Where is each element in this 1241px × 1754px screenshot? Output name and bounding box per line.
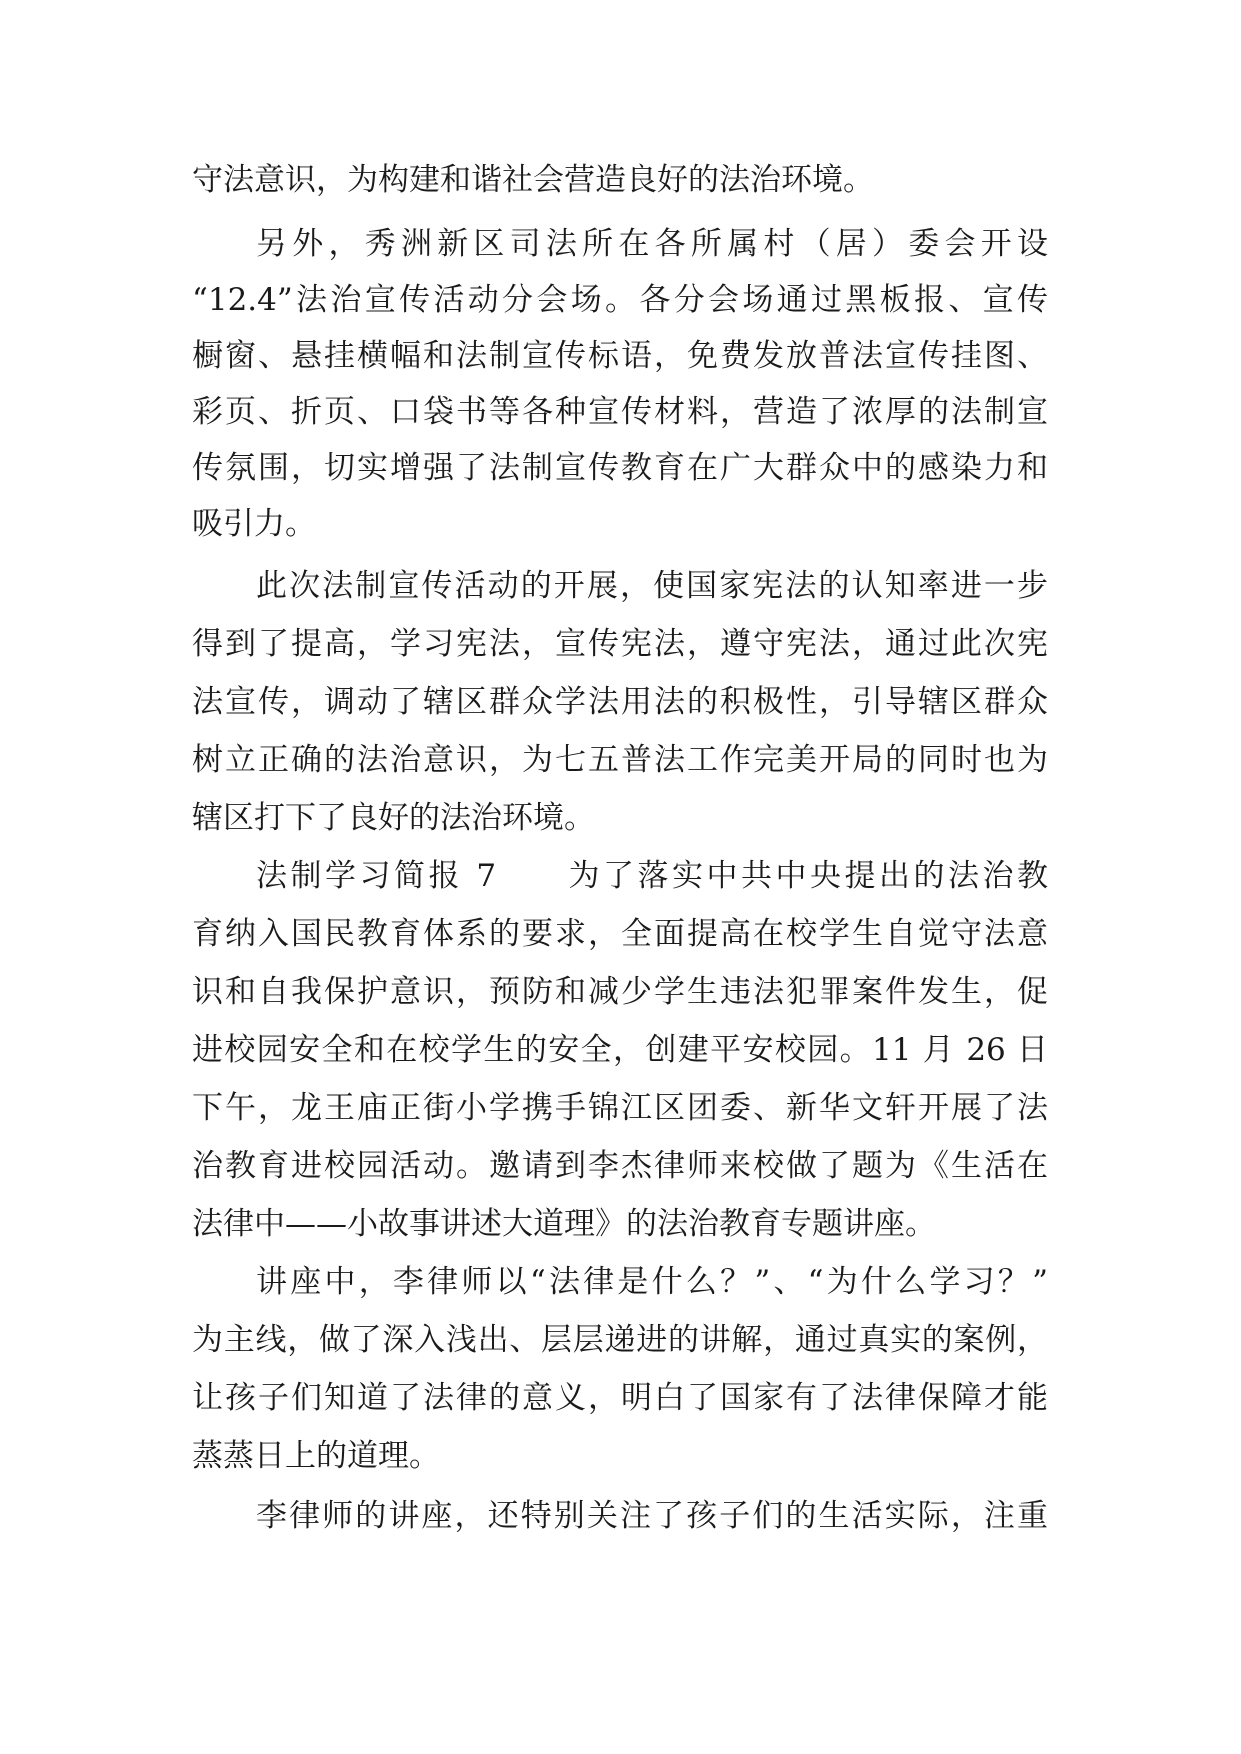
text-line: 橱窗、悬挂横幅和法制宣传标语，免费发放普法宣传挂图、 (192, 338, 1048, 374)
text-line: 吸引力。 (192, 506, 316, 542)
text-line: 彩页、折页、口袋书等各种宣传材料，营造了浓厚的法制宣 (192, 394, 1048, 430)
text-line: 得到了提高，学习宪法，宣传宪法，遵守宪法，通过此次宪 (192, 626, 1048, 662)
text-line: 法宣传，调动了辖区群众学法用法的积极性，引导辖区群众 (192, 684, 1048, 720)
text-line: 识和自我保护意识，预防和减少学生违法犯罪案件发生，促 (192, 974, 1048, 1010)
text-line: 另外，秀洲新区司法所在各所属村（居）委会开设 (256, 226, 1048, 262)
text-line: 树立正确的法治意识，为七五普法工作完美开局的同时也为 (192, 742, 1048, 778)
text-line: 此次法制宣传活动的开展，使国家宪法的认知率进一步 (256, 568, 1048, 604)
text-line: 李律师的讲座，还特别关注了孩子们的生活实际，注重 (256, 1498, 1048, 1534)
text-line: 治教育进校园活动。邀请到李杰律师来校做了题为《生活在 (192, 1148, 1048, 1184)
text-line: 守法意识，为构建和谐社会营造良好的法治环境。 (192, 162, 874, 198)
text-line: 法制学习简报 7 为了落实中共中央提出的法治教 (256, 858, 1048, 894)
text-line: 辖区打下了良好的法治环境。 (192, 800, 595, 836)
text-line: “12.4”法治宣传活动分会场。各分会场通过黑板报、宣传 (192, 282, 1048, 318)
text-line: 下午，龙王庙正街小学携手锦江区团委、新华文轩开展了法 (192, 1090, 1048, 1126)
text-line: 法律中——小故事讲述大道理》的法治教育专题讲座。 (192, 1206, 936, 1242)
text-line: 进校园安全和在校学生的安全，创建平安校园。11 月 26 日 (192, 1032, 1048, 1068)
text-line: 为主线，做了深入浅出、层层递进的讲解，通过真实的案例， (192, 1322, 1048, 1358)
text-line: 传氛围，切实增强了法制宣传教育在广大群众中的感染力和 (192, 450, 1048, 486)
text-line: 讲座中，李律师以“法律是什么？”、“为什么学习？” (256, 1264, 1048, 1300)
text-line: 蒸蒸日上的道理。 (192, 1438, 440, 1474)
text-line: 育纳入国民教育体系的要求，全面提高在校学生自觉守法意 (192, 916, 1048, 952)
text-line: 让孩子们知道了法律的意义，明白了国家有了法律保障才能 (192, 1380, 1048, 1416)
